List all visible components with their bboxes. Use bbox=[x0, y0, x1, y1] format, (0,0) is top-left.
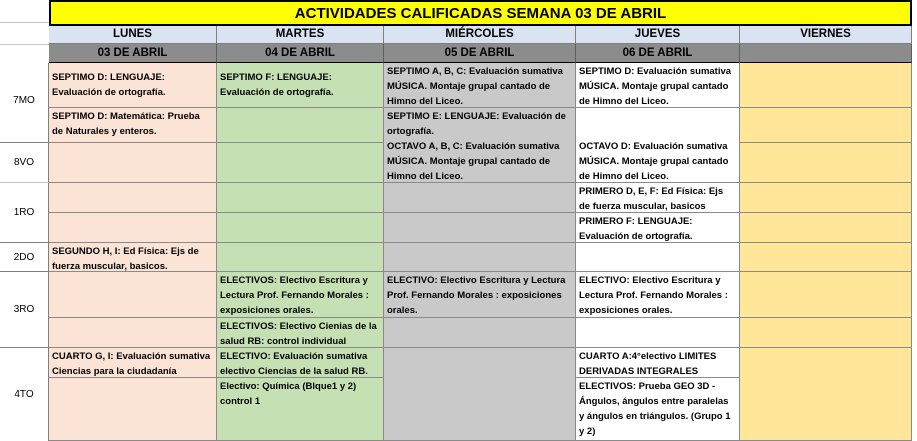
cell-7mo-martes-2 bbox=[217, 108, 384, 143]
date-header-martes: 04 DE ABRIL bbox=[217, 44, 384, 63]
grade-label-4to: 4TO bbox=[0, 348, 49, 441]
date-header-viernes bbox=[740, 44, 912, 63]
cell-3ro-miercoles-2 bbox=[384, 318, 576, 348]
cell-3ro-lunes-2 bbox=[49, 318, 217, 348]
day-header-jueves: JUEVES bbox=[576, 26, 740, 44]
cell-1ro-martes bbox=[217, 183, 384, 213]
sheet-edge bbox=[912, 0, 917, 441]
cell-7mo-jueves: SEPTIMO D: Evaluación sumativa MÚSICA. Montaje grupal cantado de Himno del Liceo. bbox=[576, 63, 740, 108]
gridline bbox=[0, 44, 49, 45]
cell-7mo-lunes: SEPTIMO D: LENGUAJE: Evaluación de ortografía. bbox=[49, 63, 217, 108]
sheet-title: ACTIVIDADES CALIFICADAS SEMANA 03 DE ABRIL bbox=[49, 0, 912, 26]
date-header-jueves: 06 DE ABRIL bbox=[576, 44, 740, 63]
cell-1ro-lunes-2 bbox=[49, 213, 217, 243]
cell-7mo-martes: SEPTIMO F: LENGUAJE: Evaluación de ortografía. bbox=[217, 63, 384, 108]
cell-3ro-viernes bbox=[740, 272, 912, 318]
cell-3ro-martes: ELECTIVOS: Electivo Escritura y Lectura Prof. Fernando Morales : exposiciones orales. bbox=[217, 272, 384, 318]
cell-7mo-miercoles: SEPTIMO A, B, C: Evaluación sumativa MÚSICA. Montaje grupal cantado de Himno del Liceo. bbox=[384, 63, 576, 108]
cell-4to-viernes bbox=[740, 348, 912, 441]
grade-label-2do: 2DO bbox=[0, 243, 49, 272]
cell-2do-lunes: SEGUNDO H, I: Ed Física: Ejs de fuerza muscular, basicos. bbox=[49, 243, 217, 272]
cell-3ro-lunes bbox=[49, 272, 217, 318]
day-header-martes: MARTES bbox=[217, 26, 384, 44]
cell-2do-martes bbox=[217, 243, 384, 272]
cell-4to-jueves: CUARTO A:4°electivo LIMITES DERIVADAS INTEGRALES bbox=[576, 348, 740, 378]
cell-8vo-miercoles: OCTAVO A, B, C: Evaluación sumativa MÚSICA. Montaje grupal cantado de Himno del Liceo. bbox=[384, 138, 576, 183]
cell-8vo-jueves: OCTAVO D: Evaluación sumativa MÚSICA. Montaje grupal cantado de Himno del Liceo. bbox=[576, 138, 740, 183]
grade-label-3ro: 3RO bbox=[0, 272, 49, 348]
cell-4to-jueves-2: ELECTIVOS: Prueba GEO 3D - Ángulos, ángulos entre paralelas y ángulos en triángulos. (Grupo 1 y 2) bbox=[576, 378, 740, 441]
day-header-lunes: LUNES bbox=[49, 26, 217, 44]
cell-1ro-jueves: PRIMERO D, E, F: Ed Física: Ejs de fuerza muscular, basicos bbox=[576, 183, 740, 213]
cell-3ro-miercoles: ELECTIVO: Electivo Escritura y Lectura Prof. Fernando Morales : exposiciones orales. bbox=[384, 272, 576, 318]
day-header-miercoles: MIÉRCOLES bbox=[384, 26, 576, 44]
date-header-lunes: 03 DE ABRIL bbox=[49, 44, 217, 63]
gridline bbox=[0, 22, 49, 23]
cell-3ro-viernes-2 bbox=[740, 318, 912, 348]
cell-4to-lunes-2 bbox=[49, 378, 217, 441]
cell-1ro-viernes-2 bbox=[740, 213, 912, 243]
grade-label-1ro: 1RO bbox=[0, 183, 49, 243]
cell-4to-lunes: CUARTO G, I: Evaluación sumativa Ciencias para la ciudadanía bbox=[49, 348, 217, 378]
cell-7mo-lunes-2: SEPTIMO D: Matemática: Prueba de Naturales y enteros. bbox=[49, 108, 217, 143]
cell-7mo-miercoles-2: SEPTIMO E: LENGUAJE: Evaluación de ortografía. bbox=[384, 108, 576, 143]
grade-label-8vo: 8VO bbox=[0, 143, 49, 183]
cell-1ro-lunes bbox=[49, 183, 217, 213]
date-header-miercoles: 05 DE ABRIL bbox=[384, 44, 576, 63]
cell-2do-jueves bbox=[576, 243, 740, 272]
cell-7mo-viernes-2 bbox=[740, 108, 912, 143]
cell-3ro-jueves: ELECTIVO: Electivo Escritura y Lectura Prof. Fernando Morales : exposiciones orales. bbox=[576, 272, 740, 318]
cell-3ro-jueves-2 bbox=[576, 318, 740, 348]
cell-2do-miercoles bbox=[384, 243, 576, 272]
cell-1ro-martes-2 bbox=[217, 213, 384, 243]
day-header-viernes: VIERNES bbox=[740, 26, 912, 44]
cell-3ro-martes-2: ELECTIVOS: Electivo Cienias de la salud RB: control individual bbox=[217, 318, 384, 348]
cell-1ro-jueves-2: PRIMERO F: LENGUAJE: Evaluación de ortografía. bbox=[576, 213, 740, 243]
cell-1ro-viernes bbox=[740, 183, 912, 213]
cell-7mo-viernes bbox=[740, 63, 912, 108]
cell-1ro-miercoles-2 bbox=[384, 213, 576, 243]
cell-2do-viernes bbox=[740, 243, 912, 272]
cell-8vo-martes bbox=[217, 143, 384, 183]
cell-4to-martes-2: Electivo: Química (Blque1 y 2) control 1 bbox=[217, 378, 384, 441]
cell-8vo-lunes bbox=[49, 143, 217, 183]
cell-8vo-viernes bbox=[740, 143, 912, 183]
grade-label-7mo: 7MO bbox=[0, 63, 49, 143]
cell-4to-martes: ELECTIVO: Evaluación sumativa electivo Ciencias de la salud RB. bbox=[217, 348, 384, 378]
cell-1ro-miercoles bbox=[384, 183, 576, 213]
cell-4to-miercoles bbox=[384, 348, 576, 441]
